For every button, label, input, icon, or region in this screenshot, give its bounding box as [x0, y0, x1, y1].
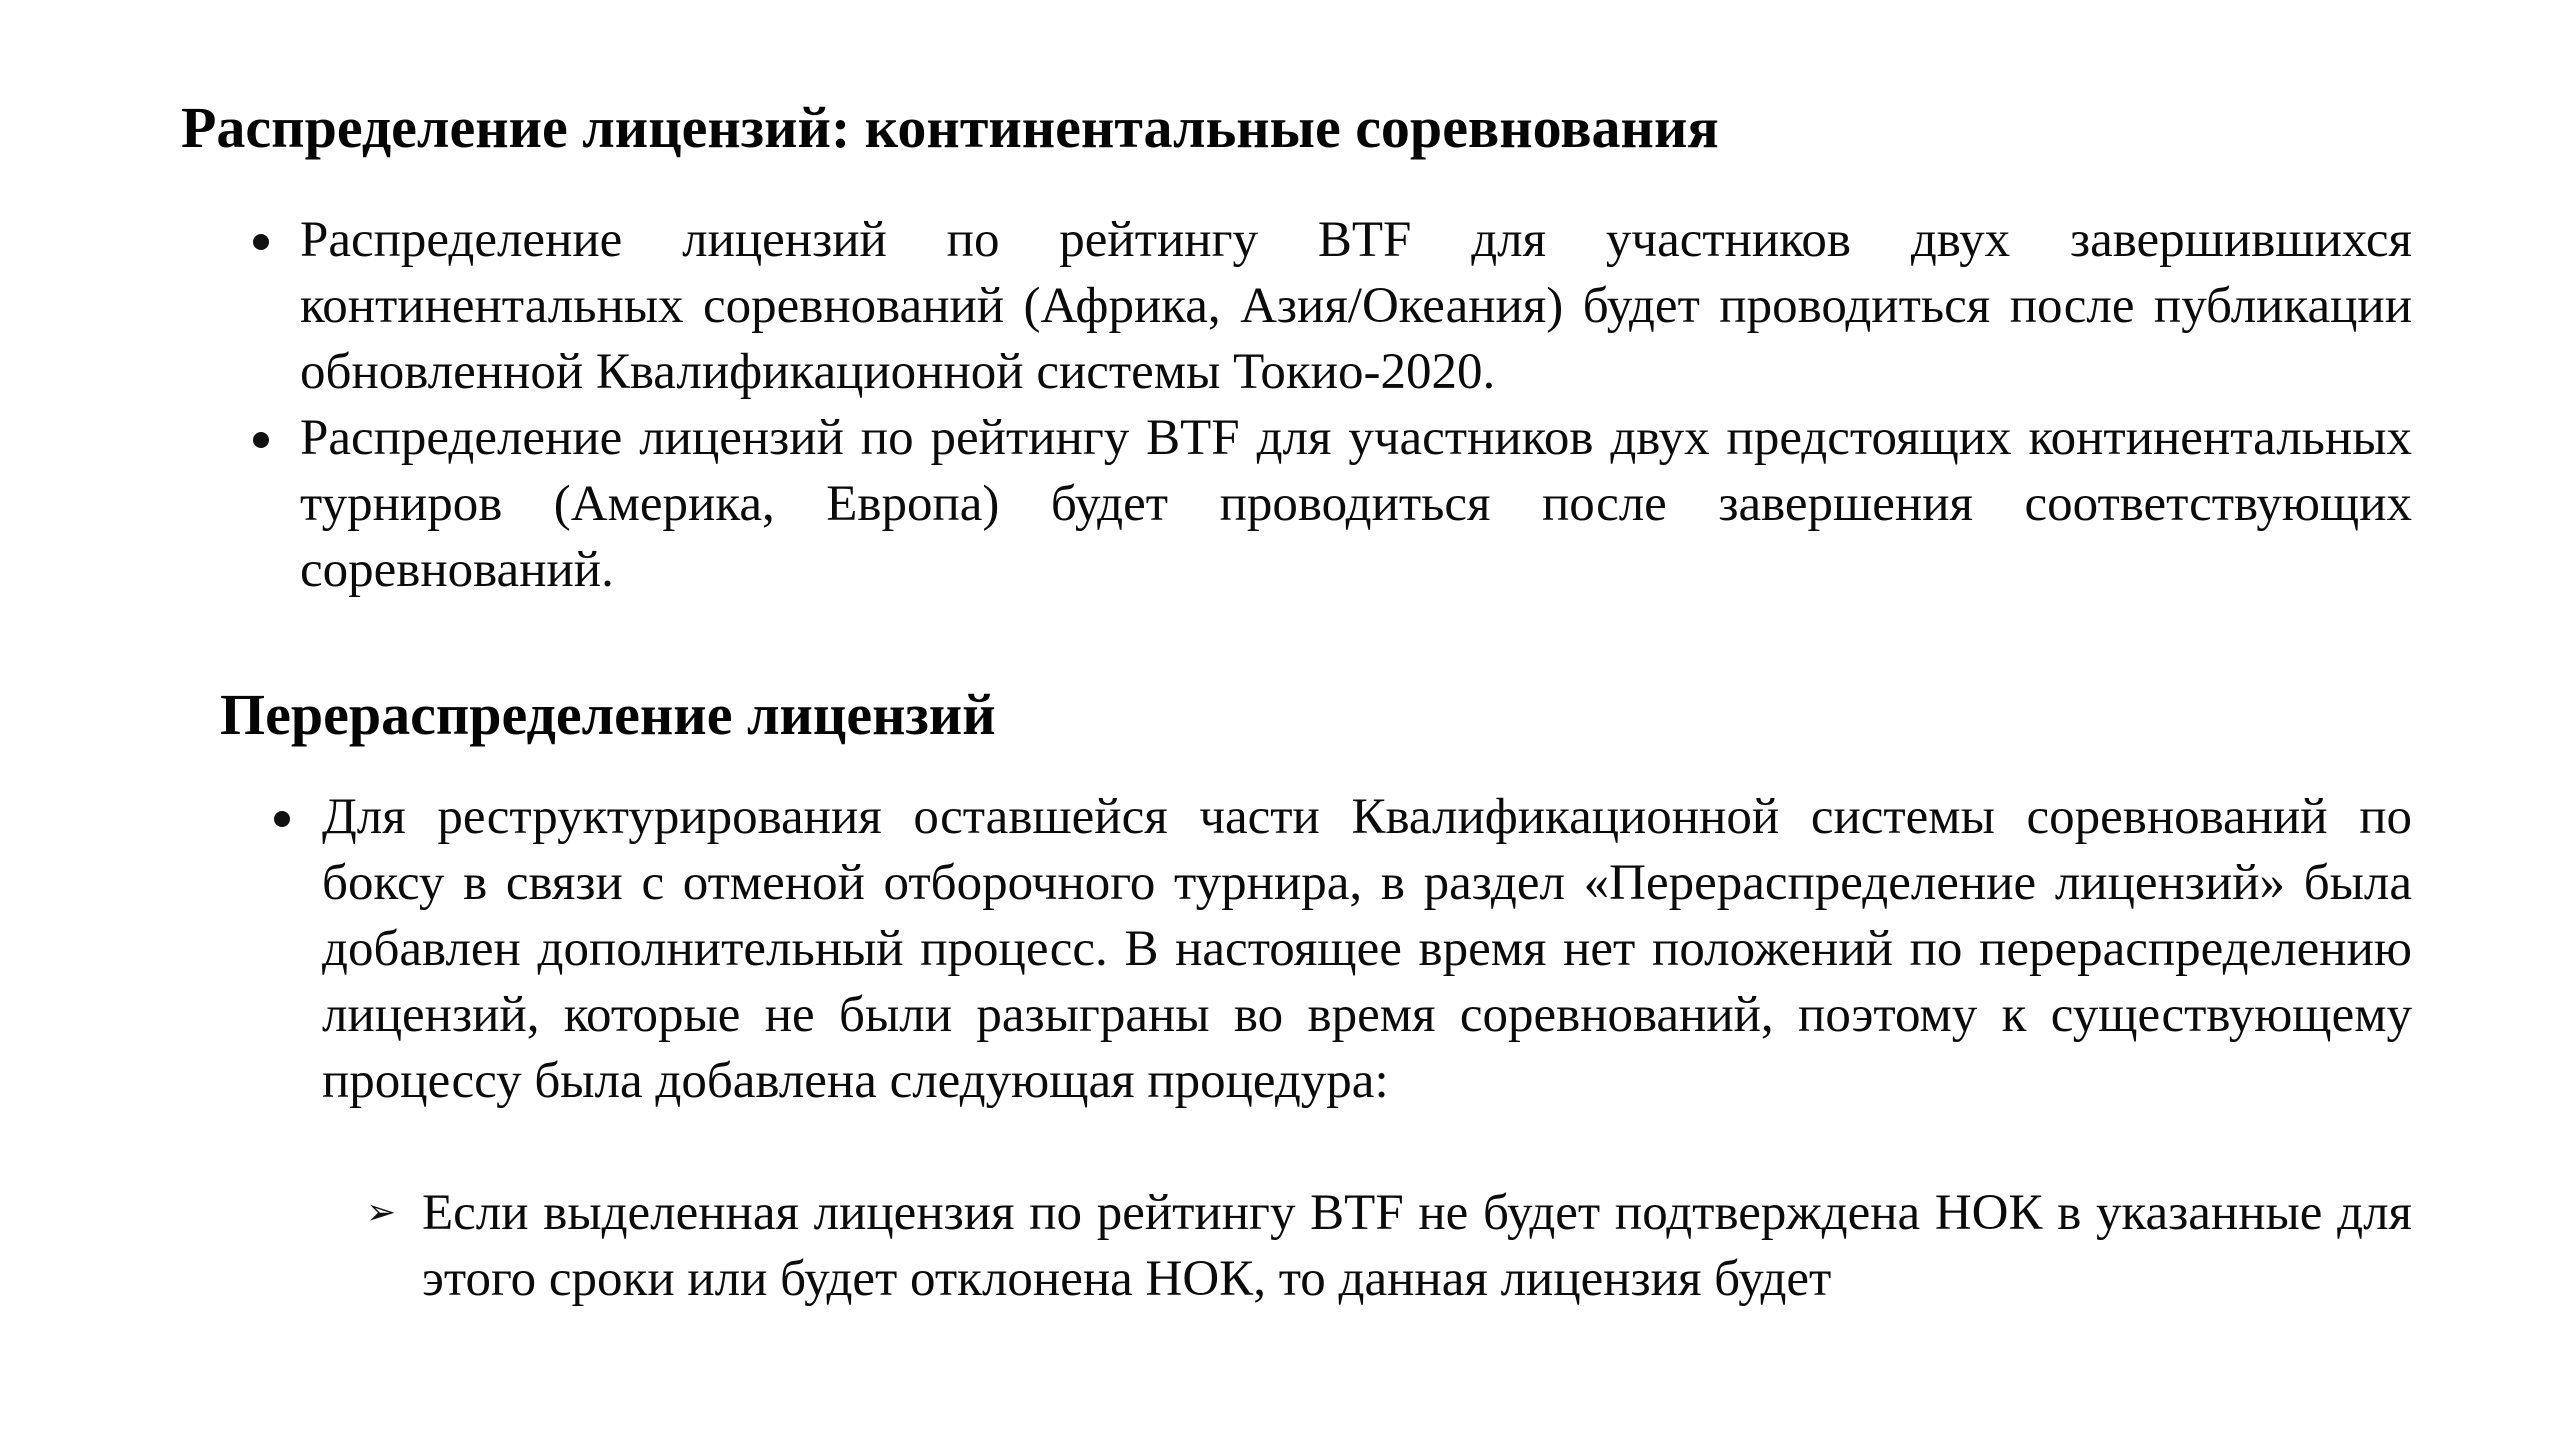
- bullet-dot-icon: [253, 234, 269, 250]
- section-title-reallocation: Перераспределение лицензий: [220, 682, 996, 747]
- bullet-dot-icon: [274, 811, 290, 827]
- arrowhead-icon: ➢: [366, 1192, 397, 1233]
- sub-list-item: [322, 1180, 2412, 1312]
- reallocation-bullet-list: [268, 784, 2412, 1114]
- list-item: [268, 784, 2412, 1114]
- sub-list-item-text: Если выделенная лицензия по рейтингу BTF не будет подтверждена НОК в указанные для этого сроки или будет отклонена НОК, то данная лицензия будет: [422, 1185, 2412, 1307]
- bullet-dot-icon: [253, 432, 269, 448]
- reallocation-sub-list: [322, 1180, 2412, 1312]
- list-item-text: Для реструктурирования оставшейся части Квалификационной системы соревнований по боксу в связи с отменой отборочного турнира, в раздел «Перераспределение лицензий» была добавлен дополнительный процесс. В настоящее время нет положений по перераспределению лицензий, которые не были разыграны во время соревнований, поэтому к существующему процессу была добавлена следующая процедура:: [322, 789, 2412, 1109]
- list-item: [247, 207, 2412, 405]
- list-item-text: Распределение лицензий по рейтингу BTF для участников двух завершившихся континентальных соревнований (Африка, Азия/Океания) будет проводиться после публикации обновленной Квалификационной системы Токио-2020.: [300, 212, 2412, 400]
- continental-bullet-list: [247, 207, 2412, 603]
- list-item-text: Распределение лицензий по рейтингу BTF для участников двух предстоящих континентальных турниров (Америка, Европа) будет проводиться после завершения соответствующих соревнований.: [300, 410, 2412, 598]
- list-item: [247, 405, 2412, 603]
- section-title-continental-competitions: Распределение лицензий: континентальные соревнования: [181, 95, 1719, 160]
